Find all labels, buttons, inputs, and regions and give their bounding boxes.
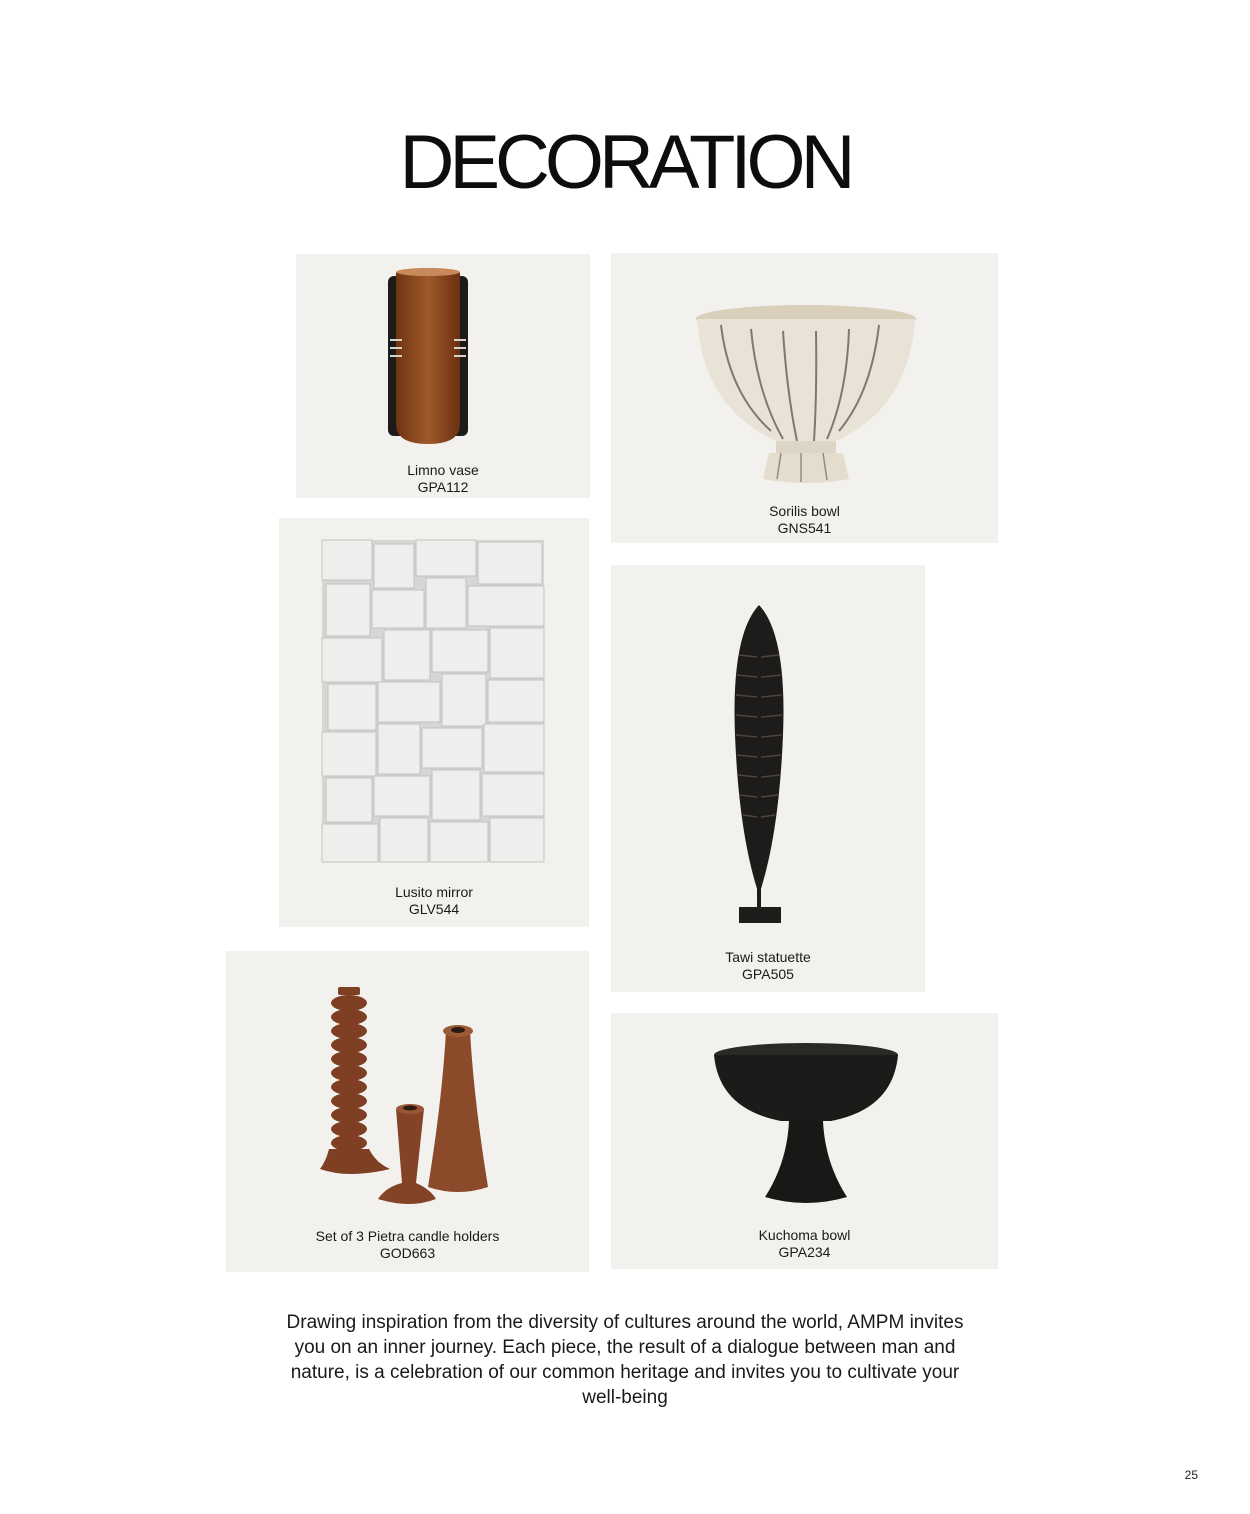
intro-paragraph: Drawing inspiration from the diversity of cultures around the world, AMPM invites you on an inner journey. Each piece, the result of a dialogue between man and nature, is a celebration of our common heritage and invites you to cultivate your well-being bbox=[286, 1312, 964, 1408]
product-code: GLV544 bbox=[408, 901, 460, 917]
product-code: GNS541 bbox=[777, 520, 832, 536]
product-name: Lusito mirror bbox=[395, 884, 473, 900]
product-card-lusito-mirror[interactable] bbox=[279, 518, 589, 927]
product-card-sorilis-bowl[interactable] bbox=[611, 253, 998, 543]
product-code: GOD663 bbox=[379, 1245, 436, 1261]
product-name: Kuchoma bowl bbox=[758, 1227, 851, 1243]
product-code: GPA505 bbox=[742, 966, 794, 982]
lusito-mirror-image bbox=[279, 518, 589, 927]
product-card-tawi-statuette[interactable] bbox=[611, 565, 925, 992]
pietra-candle-holders-image bbox=[226, 951, 589, 1272]
sorilis-bowl-image bbox=[611, 253, 998, 543]
product-name: Limno vase bbox=[407, 462, 479, 478]
tawi-statuette-image bbox=[611, 565, 925, 992]
product-name: Set of 3 Pietra candle holders bbox=[315, 1228, 500, 1244]
product-card-limno-vase[interactable] bbox=[296, 254, 590, 498]
product-card-pietra-candle-holders[interactable] bbox=[226, 951, 589, 1272]
product-card-kuchoma-bowl[interactable] bbox=[611, 1013, 998, 1269]
product-name: Sorilis bowl bbox=[769, 503, 840, 519]
page-title: DECORATION bbox=[399, 120, 851, 205]
product-name: Tawi statuette bbox=[725, 949, 811, 965]
page-number: 25 bbox=[1184, 1468, 1198, 1482]
product-code: GPA112 bbox=[417, 479, 469, 495]
product-code: GPA234 bbox=[778, 1244, 831, 1260]
